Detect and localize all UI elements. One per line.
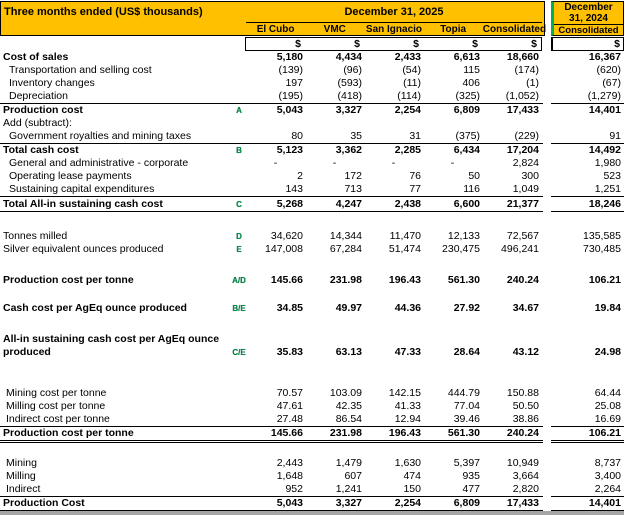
- row-value: 713: [344, 183, 362, 195]
- row-gap: [543, 143, 551, 157]
- table-row: [0, 496, 624, 510]
- table-row: [0, 90, 624, 103]
- row-prior-value: [551, 117, 624, 130]
- row-value: 150.88: [506, 387, 539, 399]
- currency-row: [245, 37, 542, 51]
- row-value: 240.24: [506, 274, 539, 286]
- row-value: 1,648: [276, 470, 303, 482]
- row-value: 6,613: [453, 51, 480, 63]
- header-band: [0, 1, 545, 36]
- row-value: 80: [291, 130, 303, 142]
- row-value: 115: [463, 64, 480, 76]
- spacer-row: [0, 441, 624, 457]
- row-marker: [230, 457, 248, 470]
- row-marker: [230, 413, 248, 426]
- row-prior-value: 14,401: [551, 103, 624, 117]
- spacer-row: [0, 359, 624, 387]
- row-value: (418): [337, 90, 362, 102]
- row-gap: [543, 130, 551, 143]
- row-value: 34,620: [270, 230, 303, 242]
- row-value: (1,052): [505, 90, 539, 102]
- table-row: [0, 170, 624, 183]
- row-value: 77.04: [453, 400, 480, 412]
- row-value: 51,474: [388, 243, 421, 255]
- row-prior-value: 106.21: [588, 274, 621, 286]
- row-value: 142.15: [388, 387, 421, 399]
- row-marker: [230, 64, 248, 77]
- row-value: 76: [409, 170, 421, 182]
- currency-symbol: $: [295, 38, 301, 50]
- row-value: (114): [397, 90, 421, 102]
- row-value: 935: [462, 470, 480, 482]
- row-value: 444.79: [447, 387, 480, 399]
- row-value: 172: [344, 170, 362, 182]
- row-label: Tonnes milled: [3, 230, 68, 242]
- row-prior-value: 8,737: [594, 457, 621, 469]
- row-value: 44.36: [394, 302, 421, 314]
- row-gap: [543, 51, 551, 64]
- row-label: Indirect cost per tonne: [6, 413, 110, 425]
- currency-cell-2024: $: [551, 37, 624, 51]
- row-value: 11,470: [389, 230, 421, 242]
- row-value: 2: [297, 170, 303, 182]
- row-value: 34.67: [512, 302, 539, 314]
- table-row: [0, 301, 624, 315]
- row-value: 17,433: [484, 103, 543, 117]
- row-value: 18,660: [506, 51, 539, 63]
- row-value: 2,824: [512, 157, 539, 169]
- row-value: 477: [462, 483, 480, 495]
- row-value: 39.46: [453, 413, 480, 425]
- row-gap: [543, 426, 551, 443]
- table-row: [0, 243, 624, 256]
- bottom-border-bar: [0, 511, 624, 515]
- row-value: 1,630: [394, 457, 421, 469]
- row-value: 50: [468, 170, 480, 182]
- row-value: (229): [514, 130, 539, 142]
- period-2024-label: [554, 2, 623, 24]
- row-gap: [543, 470, 551, 483]
- row-value: 17,433: [484, 496, 543, 511]
- row-gap: [543, 329, 551, 359]
- currency-symbol: $: [472, 38, 478, 50]
- row-value: (593): [337, 77, 362, 89]
- table-row: [0, 103, 624, 117]
- row-value: 145.66: [270, 274, 303, 286]
- row-value: 406: [462, 77, 480, 89]
- row-value: 86.54: [335, 413, 362, 425]
- row-value: 145.66: [248, 426, 307, 443]
- row-value: 150: [403, 483, 421, 495]
- row-value: [248, 117, 307, 130]
- row-label: Production cost per tonne: [3, 274, 134, 286]
- row-value: 4,434: [335, 51, 362, 63]
- row-value: 2,820: [512, 483, 539, 495]
- row-prior-value: (67): [602, 77, 621, 89]
- row-value: (195): [278, 90, 303, 102]
- row-value: 14,344: [329, 230, 362, 242]
- row-prior-value: 91: [609, 130, 621, 142]
- row-marker: C: [230, 196, 248, 212]
- row-value: 49.97: [335, 302, 362, 314]
- row-value: 12.94: [394, 413, 421, 425]
- row-value: (139): [278, 64, 303, 76]
- row-value: 27.48: [276, 413, 303, 425]
- row-value: 2,443: [276, 457, 303, 469]
- row-label: General and administrative - corporate: [9, 157, 189, 169]
- row-value: 300: [521, 170, 539, 182]
- table-body: [0, 51, 624, 510]
- row-marker: A/D: [232, 276, 246, 285]
- table-row: [0, 426, 624, 441]
- row-marker: [230, 51, 248, 64]
- row-marker: C/E: [232, 348, 246, 357]
- row-value: 196.43: [388, 274, 421, 286]
- table-row: [0, 157, 624, 170]
- row-value: 240.24: [484, 426, 543, 443]
- column-header-san-ignacio: San Ignacio: [365, 24, 423, 35]
- prior-period-header: [551, 1, 624, 36]
- row-value: (54): [402, 64, 421, 76]
- row-prior-value: (620): [596, 64, 621, 76]
- table-row: [0, 130, 624, 143]
- row-marker: D: [236, 232, 242, 241]
- row-marker: [230, 387, 248, 400]
- row-prior-value: 2,264: [594, 483, 621, 495]
- row-gap: [543, 457, 551, 470]
- row-prior-value: 106.21: [551, 426, 624, 443]
- row-label: Government royalties and mining taxes: [9, 130, 192, 142]
- row-value: -: [332, 157, 337, 169]
- row-value: 103.09: [329, 387, 362, 399]
- row-value: 50.50: [512, 400, 539, 412]
- column-header-vmc: VMC: [323, 24, 346, 35]
- row-marker: [230, 117, 248, 130]
- row-value: (325): [455, 90, 480, 102]
- row-value: 6,434: [425, 143, 484, 157]
- row-value: (1): [526, 77, 539, 89]
- row-label: All-in sustaining cash cost per AgEq ounce produced: [3, 333, 220, 358]
- row-value: 6,809: [425, 103, 484, 117]
- spacer-row: [0, 212, 624, 230]
- currency-symbol: $: [413, 38, 419, 50]
- row-value: 3,327: [307, 496, 366, 511]
- row-value: 5,180: [276, 51, 303, 63]
- mine-column-headers: [246, 23, 547, 35]
- row-value: 197: [285, 77, 303, 89]
- row-value: [307, 117, 366, 130]
- column-header-el-cubo: El Cubo: [256, 24, 295, 35]
- row-marker: [230, 183, 248, 196]
- row-gap: [543, 170, 551, 183]
- row-label: Total All-in sustaining cash cost: [0, 196, 230, 212]
- row-value: 34.85: [276, 302, 303, 314]
- row-value: 10,949: [506, 457, 539, 469]
- table-row: [0, 413, 624, 426]
- row-marker: [230, 77, 248, 90]
- row-value: 2,254: [366, 496, 425, 511]
- row-prior-value: 25.08: [594, 400, 621, 412]
- row-value: 5,123: [248, 143, 307, 157]
- row-prior-value: 16.69: [594, 413, 621, 425]
- row-value: 5,043: [248, 103, 307, 117]
- row-label: Total cash cost: [0, 143, 230, 157]
- row-value: (96): [343, 64, 362, 76]
- row-gap: [543, 64, 551, 77]
- row-value: 41.33: [394, 400, 421, 412]
- row-value: 196.43: [366, 426, 425, 443]
- report-title: Three months ended (US$ thousands): [4, 6, 203, 18]
- row-label: Indirect: [6, 483, 41, 495]
- row-value: (375): [455, 130, 480, 142]
- row-value: 21,377: [484, 196, 543, 212]
- row-prior-value: 18,246: [551, 196, 624, 212]
- table-row: [0, 329, 624, 359]
- row-value: [425, 117, 484, 130]
- row-prior-value: 64.44: [594, 387, 621, 399]
- row-value: 6,809: [425, 496, 484, 511]
- row-value: 5,268: [248, 196, 307, 212]
- row-gap: [543, 103, 551, 117]
- table-row: [0, 64, 624, 77]
- row-value: (174): [514, 64, 539, 76]
- row-label: Operating lease payments: [9, 170, 132, 182]
- table-row: [0, 400, 624, 413]
- row-marker: [230, 496, 248, 511]
- row-gap: [543, 273, 551, 287]
- period-2025-label: December 31, 2025: [246, 2, 542, 23]
- row-value: 561.30: [447, 274, 480, 286]
- row-value: 2,285: [366, 143, 425, 157]
- row-gap: [543, 77, 551, 90]
- row-prior-value: 16,367: [588, 51, 621, 63]
- currency-symbol: $: [354, 38, 360, 50]
- row-marker: B/E: [232, 304, 246, 313]
- row-gap: [543, 483, 551, 496]
- row-value: 1,241: [335, 483, 362, 495]
- row-prior-value: 1,980: [594, 157, 621, 169]
- table-row: [0, 387, 624, 400]
- row-prior-value: 14,401: [551, 496, 624, 511]
- row-value: 31: [409, 130, 421, 142]
- period-2024-line1: December: [564, 2, 613, 13]
- row-value: 12,133: [447, 230, 480, 242]
- row-gap: [543, 413, 551, 426]
- table-row: [0, 230, 624, 243]
- table-row: [0, 51, 624, 64]
- row-label: Production cost: [0, 103, 230, 117]
- row-marker: [230, 157, 248, 170]
- row-gap: [543, 400, 551, 413]
- column-header-topia: Topia: [440, 24, 467, 35]
- table-row: [0, 117, 624, 130]
- row-marker: B: [230, 143, 248, 157]
- row-value: 2,254: [366, 103, 425, 117]
- row-value: 28.64: [453, 346, 480, 358]
- row-marker: [230, 170, 248, 183]
- row-label: Inventory changes: [9, 77, 95, 89]
- row-value: 17,204: [484, 143, 543, 157]
- row-label: Sustaining capital expenditures: [9, 183, 155, 195]
- row-marker: [230, 130, 248, 143]
- row-label: Add (subtract):: [3, 117, 72, 129]
- table-row: [0, 457, 624, 470]
- table-row: [0, 273, 624, 287]
- row-prior-value: 135,585: [583, 230, 621, 242]
- row-value: (11): [403, 77, 421, 89]
- row-marker: A: [230, 103, 248, 117]
- row-marker: [230, 470, 248, 483]
- table-row: [0, 77, 624, 90]
- row-label: Mining cost per tonne: [6, 387, 107, 399]
- row-marker: [230, 90, 248, 103]
- table-header: [0, 0, 624, 51]
- table-row: [0, 183, 624, 196]
- row-value: [484, 117, 543, 130]
- row-value: 67,284: [329, 243, 362, 255]
- row-value: 147,008: [265, 243, 303, 255]
- row-value: 496,241: [501, 243, 539, 255]
- column-header-consolidated: Consolidated: [482, 24, 547, 35]
- row-value: 2,438: [366, 196, 425, 212]
- row-value: 47.61: [276, 400, 303, 412]
- table-row: [0, 483, 624, 496]
- row-prior-value: (1,279): [587, 90, 621, 102]
- table-row: [0, 143, 624, 157]
- row-label: Depreciation: [9, 90, 68, 102]
- row-marker: [230, 426, 248, 443]
- row-gap: [543, 90, 551, 103]
- period-2024-line2: 31, 2024: [569, 12, 608, 24]
- row-prior-value: 523: [603, 170, 621, 182]
- row-label: Cash cost per AgEq ounce produced: [3, 302, 187, 314]
- row-value: 143: [285, 183, 303, 195]
- row-value: 35: [350, 130, 362, 142]
- row-value: 6,600: [425, 196, 484, 212]
- row-prior-value: 730,485: [583, 243, 621, 255]
- spacer-row: [0, 256, 624, 273]
- row-value: 607: [344, 470, 362, 482]
- row-prior-value: 19.84: [594, 302, 621, 314]
- row-value: 72,567: [506, 230, 539, 242]
- row-value: 47.33: [394, 346, 421, 358]
- column-header-consolidated-2024: Consolidated: [554, 24, 623, 37]
- row-value: -: [273, 157, 278, 169]
- table-row: [0, 196, 624, 212]
- row-value: 474: [403, 470, 421, 482]
- row-value: -: [391, 157, 396, 169]
- row-prior-value: 14,492: [551, 143, 624, 157]
- row-value: 231.98: [307, 426, 366, 443]
- row-prior-value: 1,251: [594, 183, 621, 195]
- row-gap: [543, 117, 551, 130]
- row-label: Production Cost: [0, 496, 230, 511]
- row-value: 38.86: [512, 413, 539, 425]
- spacer-row: [0, 315, 624, 329]
- row-value: 1,479: [335, 457, 362, 469]
- row-label: Transportation and selling cost: [9, 64, 152, 76]
- row-gap: [543, 387, 551, 400]
- row-label: Mining: [6, 457, 37, 469]
- row-value: [366, 117, 425, 130]
- row-gap: [543, 496, 551, 511]
- row-value: 77: [409, 183, 421, 195]
- row-value: 561.30: [425, 426, 484, 443]
- row-label: Cost of sales: [3, 51, 69, 63]
- row-gap: [543, 301, 551, 315]
- row-value: 3,327: [307, 103, 366, 117]
- row-value: 70.57: [276, 387, 303, 399]
- row-value: 35.83: [276, 346, 303, 358]
- row-marker: E: [236, 245, 242, 254]
- row-gap: [543, 196, 551, 212]
- row-value: 230,475: [442, 243, 480, 255]
- row-marker: [230, 400, 248, 413]
- row-label: Milling: [6, 470, 36, 482]
- row-value: 2,433: [394, 51, 421, 63]
- currency-symbol: $: [531, 38, 537, 50]
- row-value: 231.98: [329, 274, 362, 286]
- row-gap: [543, 157, 551, 170]
- row-prior-value: 3,400: [594, 470, 621, 482]
- row-label: Milling cost per tonne: [6, 400, 106, 412]
- row-gap: [543, 230, 551, 243]
- row-label: Silver equivalent ounces produced: [3, 243, 164, 255]
- row-label: Production cost per tonne: [0, 426, 230, 443]
- row-value: 63.13: [335, 346, 362, 358]
- row-value: 5,043: [248, 496, 307, 511]
- row-value: 42.35: [335, 400, 362, 412]
- row-value: -: [450, 157, 455, 169]
- spacer-row: [0, 287, 624, 301]
- row-value: 116: [463, 183, 480, 195]
- row-gap: [543, 183, 551, 196]
- row-prior-value: 24.98: [594, 346, 621, 358]
- row-value: 43.12: [512, 346, 539, 358]
- table-row: [0, 470, 624, 483]
- row-gap: [543, 243, 551, 256]
- row-value: 5,397: [453, 457, 480, 469]
- row-value: 27.92: [453, 302, 480, 314]
- row-value: 1,049: [512, 183, 539, 195]
- row-value: 3,664: [512, 470, 539, 482]
- row-value: 3,362: [307, 143, 366, 157]
- row-value: 952: [285, 483, 303, 495]
- row-value: 4,247: [307, 196, 366, 212]
- row-marker: [230, 483, 248, 496]
